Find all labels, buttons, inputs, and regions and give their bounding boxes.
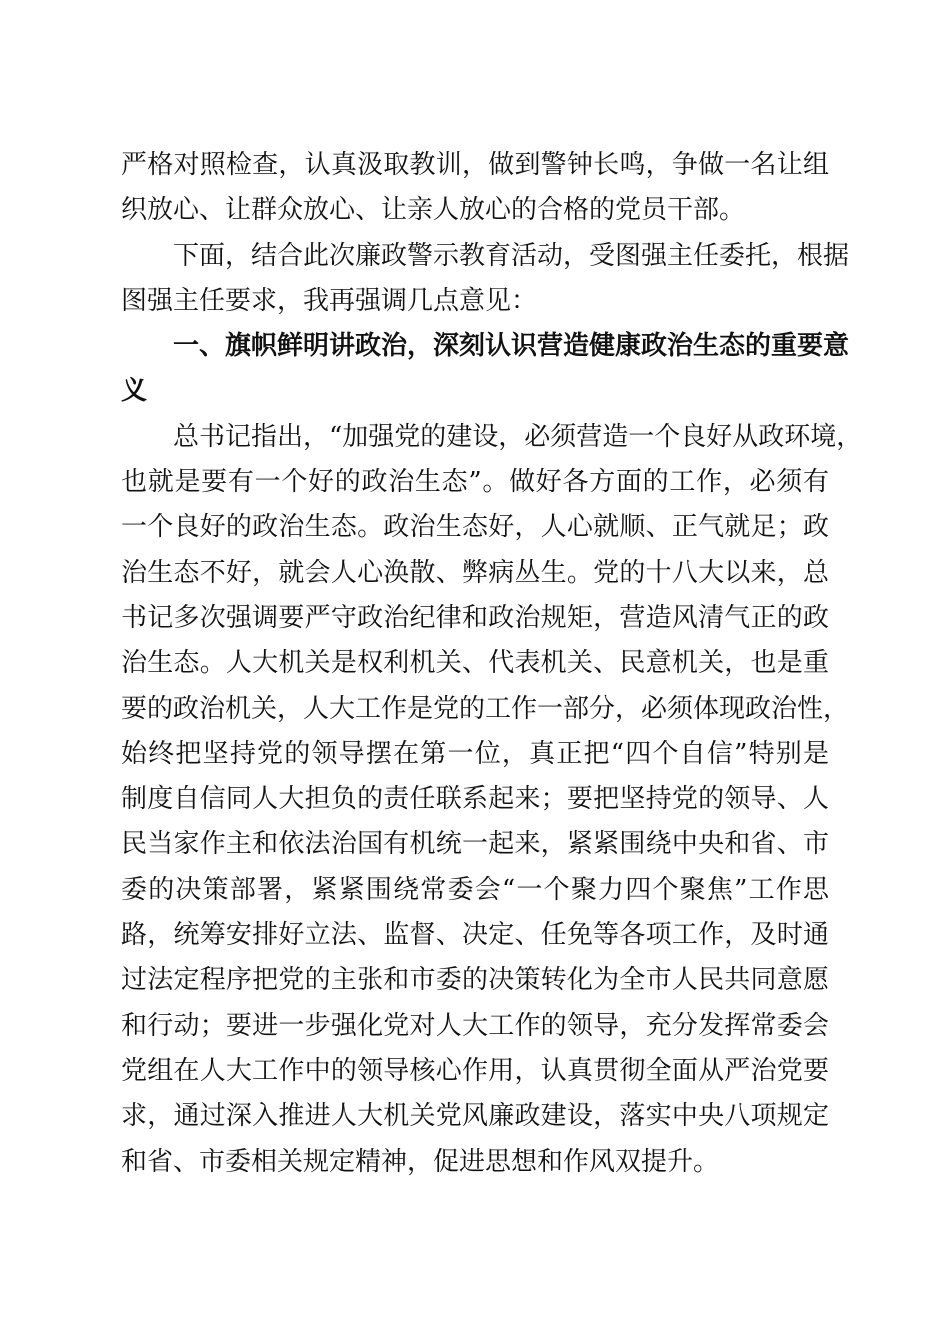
section-heading bbox=[121, 324, 850, 415]
text-line: 书记多次强调要严守政治纪律和政治规矩，营造风清气正的政 bbox=[121, 602, 829, 633]
text-line: 也就是要有一个好的政治生态”。做好各方面的工作，必须有 bbox=[121, 467, 829, 498]
text-line: 治生态不好，就会人心涣散、弊病丛生。党的十八大以来，总 bbox=[121, 557, 829, 588]
text-line: 路，统筹安排好立法、监督、决定、任免等各项工作，及时通 bbox=[121, 920, 829, 951]
text-line: 求，通过深入推进人大机关党风廉政建设，落实中央八项规定 bbox=[121, 1101, 829, 1132]
text-line: 要的政治机关，人大工作是党的工作一部分，必须体现政治性， bbox=[121, 693, 850, 724]
text-line: 和省、市委相关规定精神，促进思想和作风双提升。 bbox=[121, 1146, 720, 1177]
text-line: 织放心、让群众放心、让亲人放心的合格的党员干部。 bbox=[121, 195, 746, 226]
text-line: 严格对照检查，认真汲取教训，做到警钟长鸣，争做一名让组 bbox=[121, 150, 829, 180]
paragraph-body bbox=[121, 415, 863, 1185]
paragraph-transition bbox=[121, 234, 850, 325]
text-line: 治生态。人大机关是权利机关、代表机关、民意机关，也是重 bbox=[121, 648, 829, 679]
text-line: 图强主任要求，我再强调几点意见： bbox=[121, 285, 538, 316]
text-line: 制度自信同人大担负的责任联系起来；要把坚持党的领导、人 bbox=[121, 784, 829, 815]
text-line: 下面，结合此次廉政警示教育活动，受图强主任委托，根据 bbox=[173, 240, 850, 271]
document-page bbox=[121, 143, 863, 1185]
heading-line: 义 bbox=[121, 376, 148, 407]
text-line: 始终把坚持党的领导摆在第一位，真正把“四个自信”特别是 bbox=[121, 738, 829, 769]
text-line: 和行动；要进一步强化党对人大工作的领导，充分发挥常委会 bbox=[121, 1010, 829, 1041]
heading-line: 一、旗帜鲜明讲政治，深刻认识营造健康政治生态的重要意 bbox=[173, 331, 850, 362]
text-line: 一个良好的政治生态。政治生态好，人心就顺、正气就足；政 bbox=[121, 512, 829, 543]
text-line: 总书记指出，“加强党的建设，必须营造一个良好从政环境， bbox=[173, 421, 863, 452]
text-line: 党组在人大工作中的领导核心作用，认真贯彻全面从严治党要 bbox=[121, 1055, 829, 1086]
text-line: 过法定程序把党的主张和市委的决策转化为全市人民共同意愿 bbox=[121, 965, 829, 996]
text-line: 民当家作主和依法治国有机统一起来，紧紧围绕中央和省、市 bbox=[121, 829, 829, 860]
paragraph-intro bbox=[121, 143, 829, 234]
text-line: 委的决策部署，紧紧围绕常委会“一个聚力四个聚焦”工作思 bbox=[121, 874, 829, 905]
